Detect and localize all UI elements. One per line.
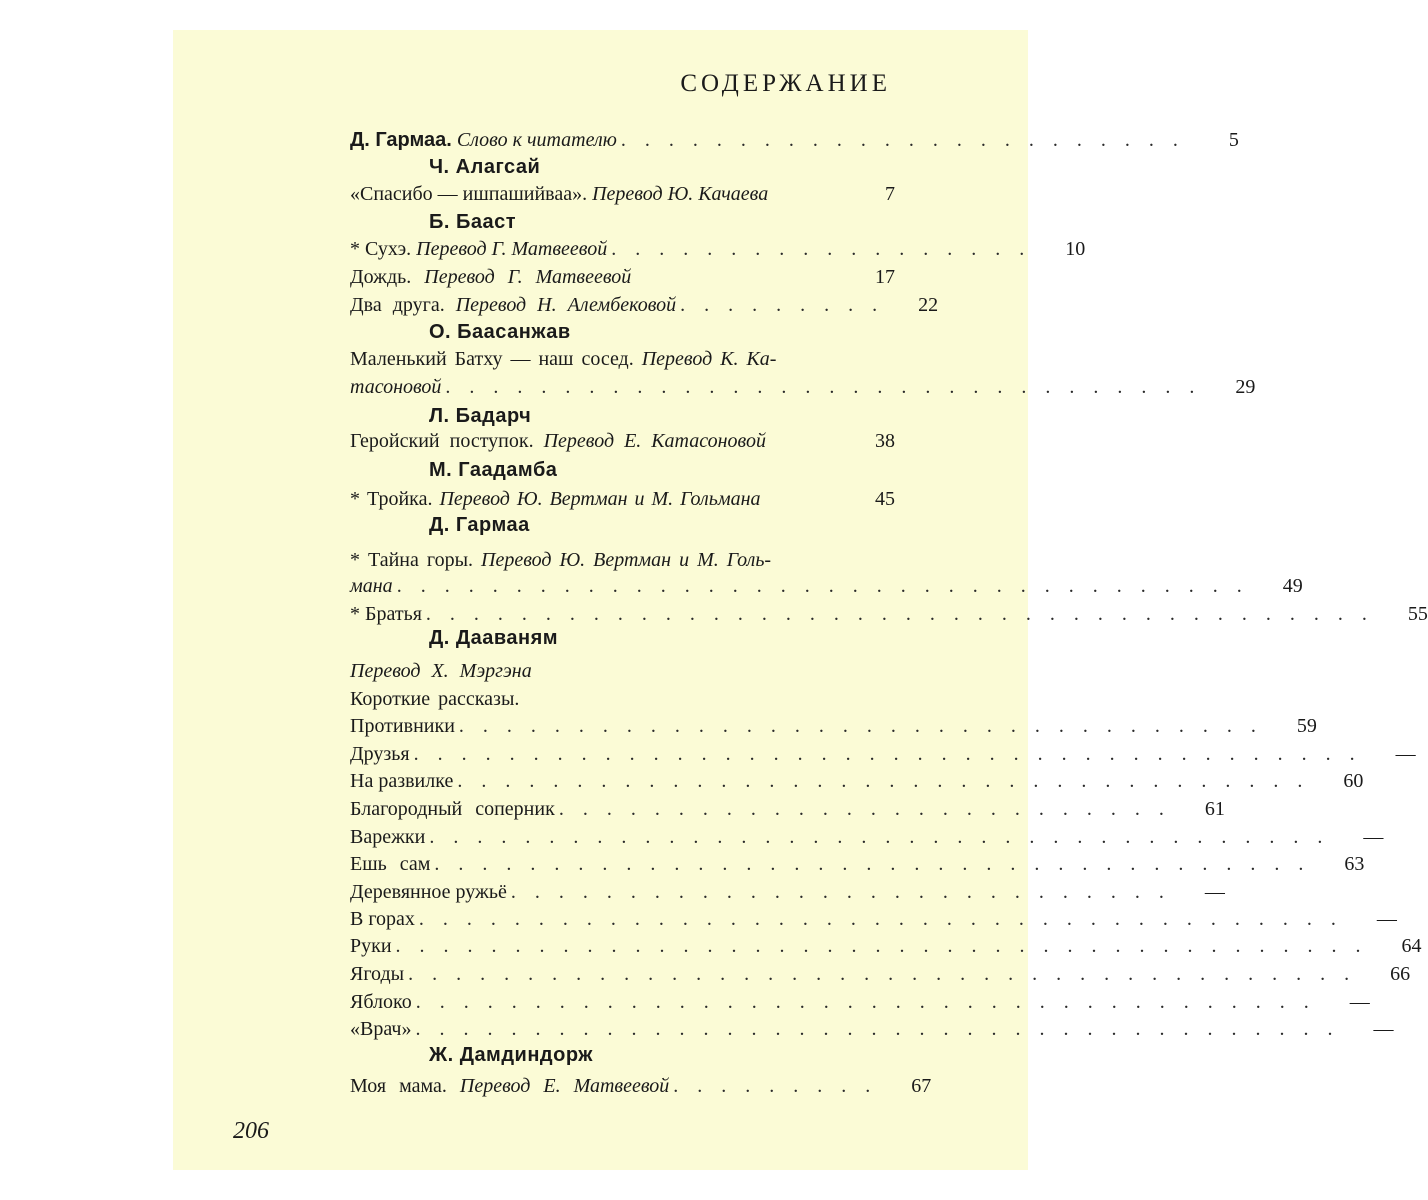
author-heading: Б. Бааст — [429, 211, 517, 233]
entry-translator: мана — [350, 575, 393, 597]
entry-title: * Тройка. — [350, 488, 433, 510]
dot-leader: . . . . . . . . . — [673, 1075, 878, 1097]
entry-title: Противники — [350, 715, 455, 737]
toc-entry — [350, 483, 895, 511]
page-number: 206 — [233, 1118, 269, 1144]
toc-entry-continued — [350, 371, 1256, 399]
entry-page: — — [1376, 908, 1397, 930]
translator-line — [350, 655, 895, 683]
toc-entry — [350, 1013, 1394, 1041]
entry-page: 59 — [1296, 715, 1317, 737]
entry-translator: Перевод Ю. Вертман и М. Гольмана — [439, 488, 761, 510]
entry-title: Два друга. — [350, 294, 445, 316]
author-heading: Д. Дааваням — [429, 627, 559, 649]
toc-entry — [350, 343, 895, 371]
entry-page: 66 — [1390, 963, 1411, 985]
toc-entry — [350, 544, 895, 572]
toc-entry — [350, 876, 1225, 904]
entry-page: 61 — [1204, 798, 1225, 820]
toc-entry — [350, 821, 1384, 849]
entry-page: 17 — [875, 266, 895, 288]
contents-heading: СОДЕРЖАНИЕ — [680, 70, 891, 97]
entry-page: 67 — [911, 1075, 932, 1097]
entry-page: 5 — [1228, 129, 1239, 151]
entry-page: 49 — [1282, 575, 1303, 597]
dot-leader: . . . . . . . . . . . . . . . . . . . . . . . . . . . . . . . . . . . . . . . . — [425, 603, 1374, 625]
toc-entry-continued — [350, 570, 1303, 598]
entry-page: 63 — [1344, 853, 1365, 875]
author-heading: М. Гаадамба — [429, 459, 558, 481]
entry-author: Д. Гармаа. — [350, 129, 452, 151]
book-page — [173, 30, 1428, 1170]
entry-title: Слово к читателю — [456, 129, 617, 151]
entry-translator: тасоновой — [350, 376, 442, 398]
toc-entry — [350, 233, 1086, 261]
entry-title: Благородный соперник — [350, 798, 555, 820]
dot-leader: . . . . . . . . . . . . . . . . . . . . . . . . . . . . — [510, 881, 1171, 903]
dot-leader: . . . . . . . . . . . . . . . . . . . . . . . . . . . . . . . . . . . . . . . . — [413, 743, 1362, 765]
author-heading: Ч. Алагсай — [429, 156, 541, 178]
entry-page: 10 — [1065, 238, 1086, 260]
dot-leader: . . . . . . . . . . . . . . . . . . . . . . . . . . . . . . . . . . . . . . . — [415, 1018, 1340, 1040]
toc-entry — [350, 425, 895, 453]
dot-leader: . . . . . . . . . . . . . . . . . . . . . . . . . . . . . . . . . . . . . . . . . — [395, 935, 1368, 957]
entry-title: Дождь. — [350, 266, 412, 288]
dot-leader: . . . . . . . . . . . . . . . . . . . . . . . . . . . . . . . . — [445, 376, 1202, 398]
subtitle-text: Короткие рассказы. — [350, 688, 520, 710]
toc-entry — [350, 261, 895, 289]
dot-leader: . . . . . . . . . . . . . . . . . . . . . . . . . . . . . . . . . . . . . . — [415, 991, 1316, 1013]
entry-page: — — [1373, 1018, 1394, 1040]
entry-title: Варежки — [350, 826, 426, 848]
entry-translator: Перевод Ю. Качаева — [592, 183, 769, 205]
entry-page: — — [1363, 826, 1384, 848]
entry-page: 22 — [918, 294, 939, 316]
toc-entry — [350, 598, 1428, 626]
entry-page: 7 — [885, 183, 895, 205]
entry-title: Яблоко — [350, 991, 412, 1013]
dot-leader: . . . . . . . . . . . . . . . . . . . . . . . . . . — [558, 798, 1171, 820]
toc-entry — [350, 124, 1239, 152]
entry-title: В горах — [350, 908, 415, 930]
entry-title: «Спасибо — ишпашийваа». — [350, 183, 588, 205]
dot-leader: . . . . . . . . . . . . . . . . . . . . . . . . . . . . . . . . . . . . . . . . — [408, 963, 1357, 985]
entry-page: — — [1204, 881, 1225, 903]
toc-entry — [350, 930, 1422, 958]
toc-entry — [350, 958, 1411, 986]
entry-title: Моя мама. — [350, 1075, 447, 1097]
toc-entry — [350, 986, 1370, 1014]
dot-leader: . . . . . . . . . . . . . . . . . . — [611, 238, 1032, 260]
entry-page: 64 — [1401, 935, 1422, 957]
entry-title: Маленький Батху — наш сосед. — [350, 348, 634, 370]
section-subtitle — [350, 683, 895, 711]
entry-page: 60 — [1343, 770, 1364, 792]
dot-leader: . . . . . . . . . . . . . . . . . . . . . . . . . . . . . . . . . . . . — [396, 575, 1249, 597]
entry-title: Друзья — [350, 743, 410, 765]
dot-leader: . . . . . . . . . . . . . . . . . . . . . . . . — [620, 129, 1185, 151]
dot-leader: . . . . . . . . . . . . . . . . . . . . . . . . . . . . . . . . . . . . . — [434, 853, 1311, 875]
dot-leader: . . . . . . . . . . . . . . . . . . . . . . . . . . . . . . . . . . . . — [457, 770, 1310, 792]
entry-title: «Врач» — [350, 1018, 412, 1040]
translator-name: Перевод Х. Мэргэна — [350, 660, 532, 682]
entry-title: Геройский поступок. — [350, 430, 534, 452]
entry-page: 45 — [875, 488, 895, 510]
entry-translator: Перевод Е. Катасоновой — [543, 430, 766, 452]
entry-translator: Перевод Е. Матвеевой — [459, 1075, 670, 1097]
entry-page: — — [1349, 991, 1370, 1013]
entry-translator: Перевод Г. Матвеевой — [424, 266, 632, 288]
entry-translator: Перевод К. Ка- — [641, 348, 777, 370]
toc-entry — [350, 848, 1365, 876]
entry-title: Ягоды — [350, 963, 405, 985]
entry-title: * Братья — [350, 603, 422, 625]
entry-title: Деревянное ружьё — [350, 881, 507, 903]
entry-translator: Перевод Ю. Вертман и М. Голь- — [481, 549, 772, 571]
toc-entry — [350, 765, 1364, 793]
author-heading: Д. Гармаа — [429, 514, 530, 536]
dot-leader: . . . . . . . . . . . . . . . . . . . . . . . . . . . . . . . . . . — [458, 715, 1263, 737]
toc-entry — [350, 710, 1317, 738]
toc-entry — [350, 1070, 932, 1098]
entry-translator: Перевод Г. Матвеевой — [416, 238, 608, 260]
entry-title: На развилке — [350, 770, 454, 792]
dot-leader: . . . . . . . . . . . . . . . . . . . . . . . . . . . . . . . . . . . . . . . — [418, 908, 1343, 930]
toc-entry — [350, 178, 895, 206]
dot-leader: . . . . . . . . . . . . . . . . . . . . . . . . . . . . . . . . . . . . . . — [429, 826, 1330, 848]
entry-title: * Сухэ. — [350, 238, 412, 260]
entry-page: 55 — [1407, 603, 1428, 625]
author-heading: Л. Бадарч — [429, 405, 532, 427]
toc-entry — [350, 903, 1397, 931]
author-heading: Ж. Дамдиндорж — [429, 1044, 593, 1066]
entry-title: * Тайна горы. — [350, 549, 474, 571]
dot-leader: . . . . . . . . . — [680, 294, 885, 316]
toc-entry — [350, 793, 1225, 821]
entry-title: Руки — [350, 935, 392, 957]
entry-page: 38 — [875, 430, 895, 452]
entry-page: 29 — [1235, 376, 1256, 398]
toc-entry — [350, 738, 1416, 766]
entry-page: — — [1395, 743, 1416, 765]
table-of-contents — [173, 30, 1428, 1170]
toc-entry — [350, 289, 939, 317]
entry-title: Ешь сам — [350, 853, 431, 875]
entry-translator: Перевод Н. Алембековой — [455, 294, 677, 316]
author-heading: О. Баасанжав — [429, 321, 571, 343]
